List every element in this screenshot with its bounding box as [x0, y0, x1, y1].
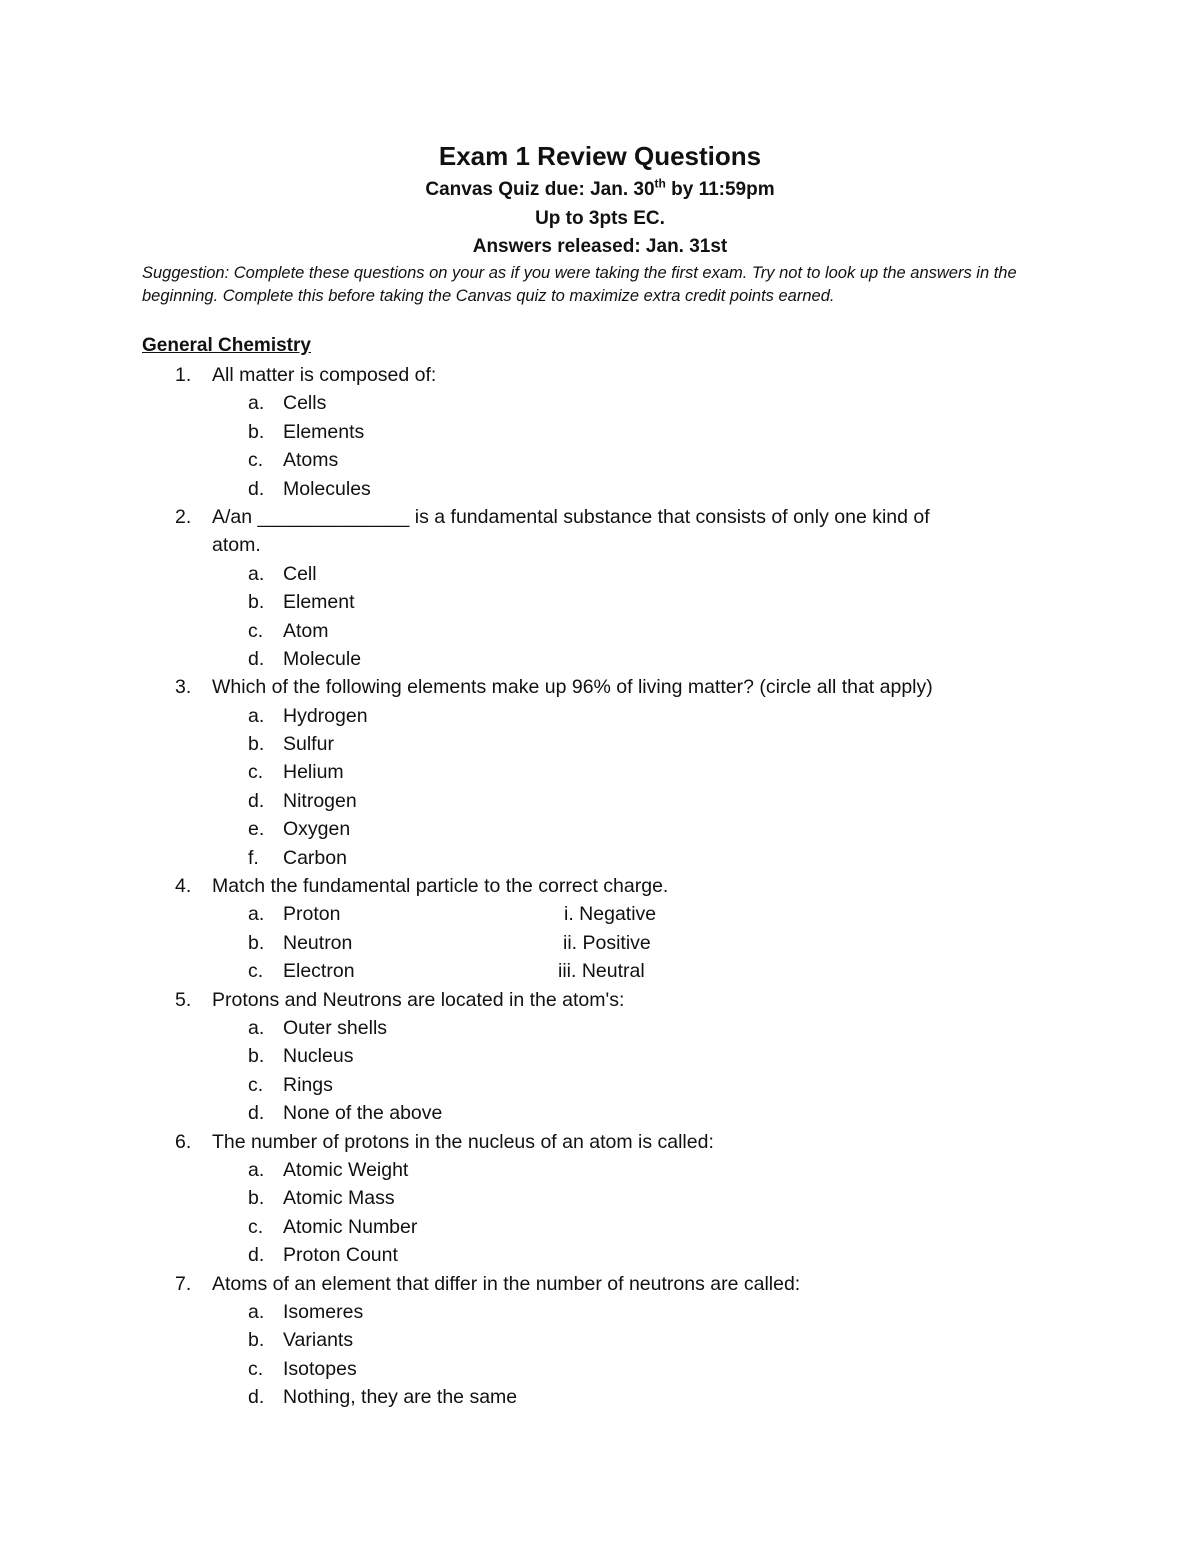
option-label: c.: [248, 1073, 264, 1096]
option-label: c.: [248, 1357, 264, 1380]
option-label: c.: [248, 960, 264, 983]
answers-released-line: Answers released: Jan. 31st: [472, 236, 728, 257]
option-text: Oxygen: [283, 818, 351, 841]
option-text: Atomic Mass: [283, 1187, 395, 1210]
due-superscript: th: [654, 176, 666, 191]
question-number: 5.: [175, 988, 192, 1011]
option-text: Sulfur: [283, 733, 334, 756]
option-text: Atomic Number: [283, 1215, 418, 1238]
option-label: b.: [248, 420, 265, 443]
option-label: d.: [248, 1386, 265, 1409]
option-row: [0, 389, 1200, 417]
question-text-continued: atom.: [212, 534, 261, 557]
option-label: a.: [248, 1158, 265, 1181]
match-option-text: ii. Positive: [563, 931, 651, 954]
question-text: Which of the following elements make up 96% of living matter? (circle all that apply): [212, 676, 933, 699]
option-label: d.: [248, 789, 265, 812]
option-label: b.: [248, 1045, 265, 1068]
option-row: [0, 1042, 1200, 1070]
option-text: None of the above: [283, 1102, 443, 1125]
option-row: [0, 1383, 1200, 1411]
option-label: a.: [248, 1300, 265, 1323]
question-row: [0, 1270, 1200, 1298]
question-number: 1.: [175, 364, 192, 386]
option-row: [0, 560, 1200, 588]
option-label: b.: [248, 1187, 265, 1210]
question-list: [0, 361, 1200, 1411]
question-row: [0, 673, 1200, 701]
match-option-text: i. Negative: [564, 903, 657, 926]
option-row: [0, 1241, 1200, 1269]
question-text: Atoms of an element that differ in the number of neutrons are called:: [212, 1272, 801, 1295]
question-row: [0, 361, 1200, 389]
option-text: Proton: [283, 903, 341, 926]
option-row: [0, 645, 1200, 673]
option-text: Atomic Weight: [283, 1158, 409, 1181]
section-heading: General Chemistry: [142, 335, 311, 356]
option-row: [0, 929, 1200, 957]
option-text: Carbon: [283, 846, 347, 869]
option-label: a.: [248, 562, 265, 585]
option-text: Outer shells: [283, 1016, 388, 1039]
option-row: [0, 1071, 1200, 1099]
option-row: [0, 617, 1200, 645]
question-row: [0, 872, 1200, 900]
option-text: Molecule: [283, 647, 362, 670]
option-row: [0, 418, 1200, 446]
option-label: c.: [248, 619, 264, 642]
option-text: Neutron: [283, 931, 353, 954]
option-text: Electron: [283, 960, 355, 983]
question-number: 2.: [175, 505, 192, 528]
question-row: [0, 503, 1200, 531]
due-prefix: Canvas Quiz due: Jan. 30: [425, 179, 655, 200]
option-label: e.: [248, 818, 265, 841]
question-text: The number of protons in the nucleus of an atom is called:: [212, 1130, 714, 1153]
option-row: [0, 1213, 1200, 1241]
option-label: b.: [248, 1329, 265, 1352]
suggestion-text: Suggestion: Complete these questions on your as if you were taking the first exam. Try not to look up the answers in the beginning. Complete this before taking the Canvas quiz to maximize extra credit points earned.: [142, 264, 1017, 305]
option-label: a.: [248, 392, 265, 415]
option-text: Atom: [283, 619, 329, 642]
question-text: Match the fundamental particle to the correct charge.: [212, 875, 669, 898]
extra-credit-line: Up to 3pts EC.: [535, 208, 665, 229]
option-label: c.: [248, 761, 264, 784]
option-label: a.: [248, 1016, 265, 1039]
option-row: [0, 446, 1200, 474]
question-text: Protons and Neutrons are located in the atom's:: [212, 988, 625, 1011]
due-date-line: [0, 176, 1200, 204]
option-row: [0, 844, 1200, 872]
question-number: 3.: [175, 676, 192, 699]
option-text: Isotopes: [283, 1357, 357, 1380]
option-text: Helium: [283, 761, 344, 784]
option-row: [0, 1014, 1200, 1042]
question-text: A/an ______________ is a fundamental substance that consists of only one kind of: [212, 505, 930, 528]
option-row: [0, 957, 1200, 985]
option-text: Molecules: [283, 477, 371, 500]
page-title: Exam 1 Review Questions: [438, 141, 762, 171]
question-row-continued: [0, 531, 1200, 559]
option-label: b.: [248, 591, 265, 614]
option-text: Element: [283, 591, 355, 614]
option-row: [0, 1184, 1200, 1212]
option-label: c.: [248, 1215, 264, 1238]
option-label: b.: [248, 733, 265, 756]
option-row: [0, 787, 1200, 815]
option-label: d.: [248, 647, 265, 670]
option-label: d.: [248, 477, 265, 500]
option-label: d.: [248, 1102, 265, 1125]
option-label: b.: [248, 931, 265, 954]
option-label: a.: [248, 704, 265, 727]
option-text: Proton Count: [283, 1244, 398, 1267]
option-row: [0, 730, 1200, 758]
due-suffix: by 11:59pm: [665, 179, 775, 200]
option-text: Rings: [283, 1073, 333, 1096]
option-label: d.: [248, 1244, 265, 1267]
option-text: Atoms: [283, 449, 339, 472]
match-option-text: iii. Neutral: [558, 960, 645, 983]
option-row: [0, 1099, 1200, 1127]
option-label: f.: [248, 846, 259, 869]
option-row: [0, 588, 1200, 616]
option-text: Cells: [283, 392, 327, 415]
option-row: [0, 1298, 1200, 1326]
question-number: 6.: [175, 1130, 192, 1153]
option-label: c.: [248, 449, 264, 472]
question-number: 7.: [175, 1272, 192, 1295]
question-row: [0, 1128, 1200, 1156]
option-text: Hydrogen: [283, 704, 368, 727]
option-row: [0, 1355, 1200, 1383]
option-row: [0, 1156, 1200, 1184]
option-text: Nothing, they are the same: [283, 1386, 518, 1409]
question-number: 4.: [175, 875, 192, 898]
option-text: Cell: [283, 562, 317, 585]
option-text: Isomeres: [283, 1300, 364, 1323]
option-row: [0, 702, 1200, 730]
option-row: [0, 900, 1200, 928]
option-text: Nucleus: [283, 1045, 354, 1068]
option-row: [0, 758, 1200, 786]
option-row: [0, 475, 1200, 503]
question-text: All matter is composed of:: [212, 364, 437, 386]
option-text: Elements: [283, 420, 365, 443]
question-row: [0, 986, 1200, 1014]
option-row: [0, 1326, 1200, 1354]
option-label: a.: [248, 903, 265, 926]
option-row: [0, 815, 1200, 843]
option-text: Variants: [283, 1329, 354, 1352]
option-text: Nitrogen: [283, 789, 357, 812]
